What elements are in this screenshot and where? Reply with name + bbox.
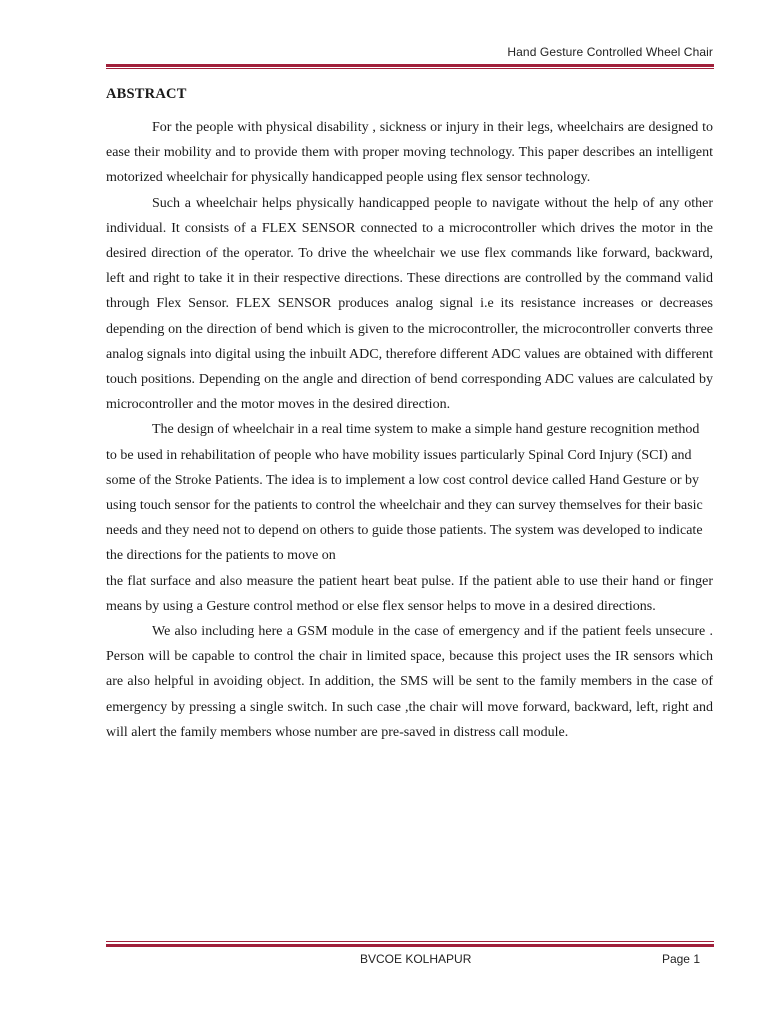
footer-institution: BVCOE KOLHAPUR <box>360 952 472 966</box>
footer-page-number: Page 1 <box>661 952 700 966</box>
abstract-paragraph-3-continued: the flat surface and also measure the patient heart beat pulse. If the patient able to use their hand or finger means by using a Gesture control method or else flex sensor helps to move in a desired directions. <box>106 573 713 614</box>
header-rule-thin <box>106 68 714 69</box>
abstract-paragraph-1: For the people with physical disability , sickness or injury in their legs, wheelchairs are designed to ease their mobility and to provide them with proper moving technology. This paper describes an intelligent motorized wheelchair for physically handicapped people using flex sensor technology. <box>106 120 713 186</box>
abstract-paragraph-3: The design of wheelchair in a real time system to make a simple hand gesture recognition method to be used in rehabilitation of people who have mobility issues particularly Spinal Cord Injury (SCI) and some of the Stroke Patients. The idea is to implement a low cost control device called Hand Gesture or by using touch sensor for the patients to control the wheelchair and they can survey themselves for their basic needs and they need not to depend on others to guide those patients. The system was developed to indicate the directions for the patients to move on <box>106 422 703 564</box>
section-heading: ABSTRACT <box>106 86 187 102</box>
abstract-paragraph-4: We also including here a GSM module in the case of emergency and if the patient feels unsecure . Person will be capable to control the chair in limited space, because this project uses the IR sensors which are also helpful in avoiding object. In addition, the SMS will be sent to the family members in the case of emergency by pressing a single switch. In such case ,the chair will move forward, backward, left, right and will alert the family members whose number are pre-saved in distress call module. <box>106 624 713 740</box>
footer-rule-thick <box>106 944 714 947</box>
running-header-title: Hand Gesture Controlled Wheel Chair <box>507 45 713 59</box>
page-body <box>106 86 713 745</box>
header-rule-thick <box>106 64 714 67</box>
abstract-paragraph-2: Such a wheelchair helps physically handicapped people to navigate without the help of any other individual. It consists of a FLEX SENSOR connected to a microcontroller which drives the motor in the desired direction of the operator. To drive the wheelchair we use flex commands like forward, backward, left and right to take it in their respective directions. These directions are controlled by the command valid through Flex Sensor. FLEX SENSOR produces analog signal i.e its resistance increases or decreases depending on the direction of bend which is given to the microcontroller, the microcontroller converts three analog signals into digital using the inbuilt ADC, therefore different ADC values are obtained with different touch positions. Depending on the angle and direction of bend corresponding ADC values are calculated by microcontroller and the motor moves in the desired direction. <box>106 195 713 413</box>
footer-rule-thin <box>106 941 714 942</box>
